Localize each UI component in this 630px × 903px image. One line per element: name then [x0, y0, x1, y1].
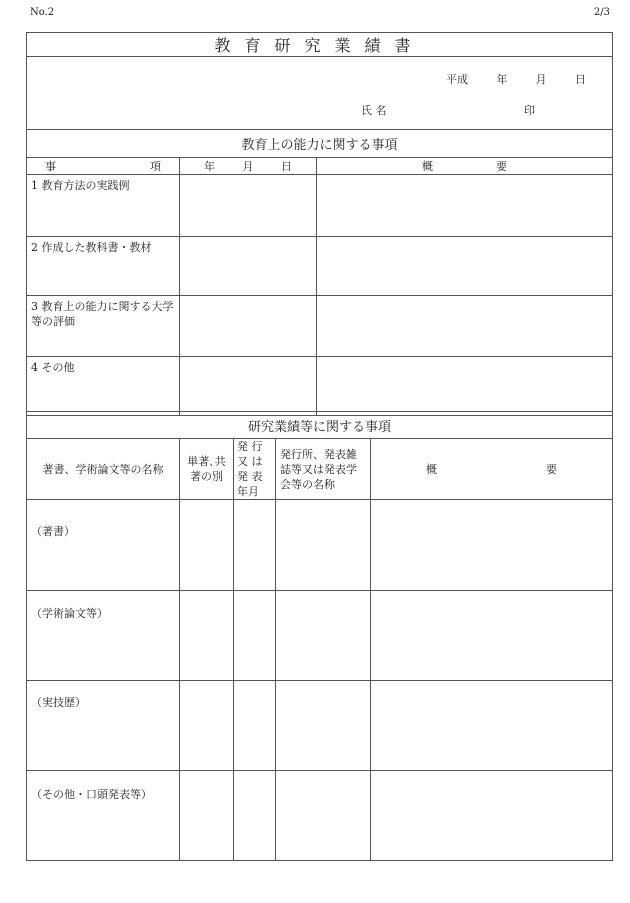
- row-label: （学術論文等）: [31, 607, 108, 620]
- publisher-cell[interactable]: [276, 591, 371, 681]
- row-label: （その他・口頭発表等）: [31, 788, 152, 801]
- name-label: 氏 名: [361, 104, 387, 117]
- table-row: [27, 771, 613, 861]
- research-achievements-table: [26, 411, 613, 861]
- col-date-char: 日: [281, 160, 292, 173]
- era-label: 平成: [446, 73, 468, 86]
- col-summary-char: 概: [426, 463, 437, 476]
- col-item-char: 項: [150, 160, 161, 173]
- col-date-char: 年: [204, 160, 215, 173]
- education-ability-table: [26, 32, 613, 416]
- col-date-char: 月: [242, 160, 254, 173]
- date-cell[interactable]: [180, 175, 317, 237]
- summary-cell[interactable]: [317, 237, 613, 296]
- publisher-cell[interactable]: [276, 681, 371, 771]
- year-label: 年: [496, 73, 508, 86]
- summary-cell[interactable]: [317, 357, 613, 416]
- date-cell[interactable]: [234, 771, 276, 861]
- date-cell[interactable]: [180, 296, 317, 357]
- row-label: 3 教育上の能力に関する大学等の評価: [31, 300, 174, 328]
- row-label: 1 教育方法の実践例: [31, 179, 130, 192]
- seal-label: 印: [524, 104, 535, 117]
- table-row: [27, 591, 613, 681]
- summary-cell[interactable]: [371, 681, 613, 771]
- row-label: 4 その他: [31, 361, 75, 374]
- table-row: [27, 296, 613, 357]
- col-header-date: [180, 158, 316, 174]
- col-header-name: 著書、学術論文等の名称: [27, 439, 180, 500]
- table-row: [27, 237, 613, 296]
- summary-cell[interactable]: [371, 771, 613, 861]
- document-title: 教育研究業績書: [27, 33, 613, 57]
- authorship-cell[interactable]: [180, 500, 234, 591]
- date-cell[interactable]: [234, 681, 276, 771]
- date-line: [446, 71, 586, 87]
- authorship-cell[interactable]: [180, 591, 234, 681]
- table-row: [27, 681, 613, 771]
- day-label: 日: [574, 73, 586, 86]
- table-row: [27, 175, 613, 237]
- month-label: 月: [535, 73, 547, 86]
- col-header-date: 発 行 又 は 発 表 年月: [234, 439, 276, 500]
- col-header-summary: [317, 158, 612, 174]
- publisher-cell[interactable]: [276, 771, 371, 861]
- table-row: [27, 357, 613, 416]
- date-cell[interactable]: [180, 237, 317, 296]
- col-header-publisher: 発行所、発表雑誌等又は発表学会等の名称: [276, 439, 371, 500]
- authorship-cell[interactable]: [180, 771, 234, 861]
- authorship-cell[interactable]: [180, 681, 234, 771]
- row-label: 2 作成した教科書・教材: [31, 241, 152, 254]
- col-summary-char: 要: [546, 463, 558, 476]
- section1-heading: 教育上の能力に関する事項: [27, 130, 613, 158]
- col-header-authorship: 単著､共著の別: [180, 439, 234, 500]
- summary-cell[interactable]: [371, 591, 613, 681]
- date-cell[interactable]: [234, 591, 276, 681]
- date-cell[interactable]: [180, 357, 317, 416]
- col-header-item: [27, 158, 179, 174]
- section2-heading: 研究業績等に関する事項: [27, 412, 613, 439]
- summary-cell[interactable]: [317, 175, 613, 237]
- row-label: （著書）: [31, 525, 75, 538]
- page-count: 2/3: [593, 7, 610, 18]
- row-label: （実技歴）: [31, 696, 86, 709]
- page-number: No.2: [30, 7, 55, 18]
- col-header-summary: [371, 461, 612, 477]
- date-name-block: [27, 57, 613, 130]
- publisher-cell[interactable]: [276, 500, 371, 591]
- col-summary-char: 概: [422, 160, 433, 173]
- table-row: [27, 500, 613, 591]
- col-item-char: 事: [45, 160, 56, 173]
- date-cell[interactable]: [234, 500, 276, 591]
- summary-cell[interactable]: [317, 296, 613, 357]
- summary-cell[interactable]: [371, 500, 613, 591]
- col-summary-char: 要: [496, 160, 508, 173]
